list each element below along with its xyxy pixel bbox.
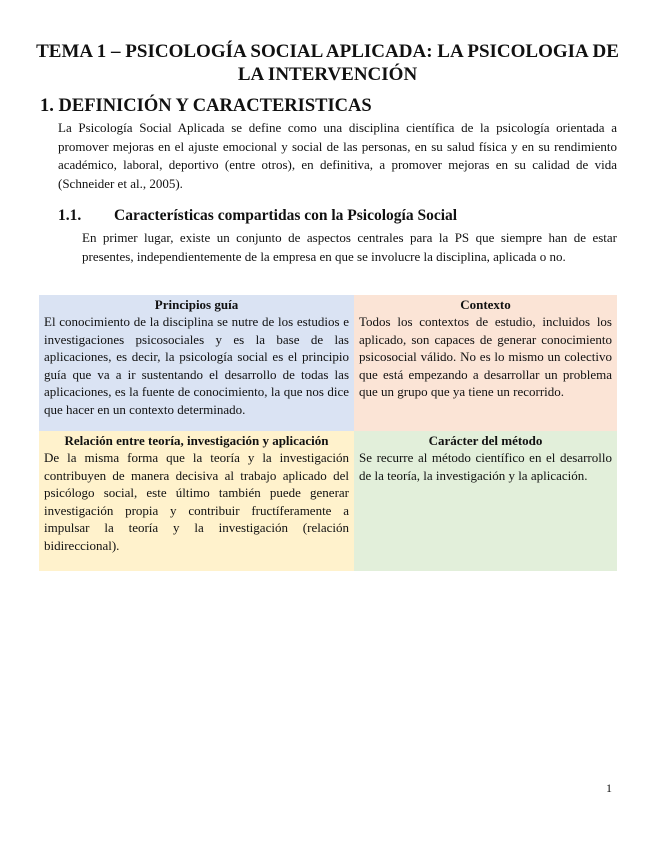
table-cell-title: Contexto: [460, 297, 511, 312]
characteristics-table: [39, 295, 617, 571]
table-cell-text: El conocimiento de la disciplina se nutre de los estudios e investigaciones psicosociales y es la base de las aplicaciones, es decir, la psicología social es el principio guía que va a ir sustentando el desarrollo de todas las aplicaciones, es la fuente de conocimiento, la que nos dice que hacer en un contexto determinado.: [44, 314, 349, 417]
subsection-title: Características compartidas con la Psicología Social: [114, 207, 458, 224]
table-cell-text: De la misma forma que la teoría y la investigación contribuyen de manera decisiva al trabajo aplicado del psicólogo social, este último también puede generar investigación propia y contribuir fructíferamente a impulsar la teoría y la investigación (relación bidireccional).: [44, 450, 349, 553]
table-cell-title: Carácter del método: [428, 433, 543, 448]
page-number: 1: [606, 781, 612, 795]
table-cell-text: Se recurre al método científico en el desarrollo de la teoría, la investigación y la aplicación.: [359, 450, 612, 483]
table-cell-metodo: [354, 431, 617, 571]
table-cell-relacion: [39, 431, 354, 571]
document-title: TEMA 1 – PSICOLOGÍA SOCIAL APLICADA: LA PSICOLOGIA DE LA INTERVENCIÓN: [36, 41, 619, 85]
section-paragraph: La Psicología Social Aplicada se define como una disciplina científica de la psicología orientada a promover mejoras en el ajuste emocional y social de las personas, en su salud física y en su rendimiento académico, laboral, deportivo (entre otros), en definitiva, a promover mejoras en su calidad de vida (Schneider et al., 2005).: [58, 120, 617, 191]
subsection-heading: [58, 206, 457, 226]
table-cell-title: Relación entre teoría, investigación y aplicación: [64, 433, 329, 448]
table-cell-principios: [39, 295, 354, 431]
table-cell-contexto: [354, 295, 617, 431]
table-cell-title: Principios guía: [154, 297, 239, 312]
table-cell-text: Todos los contextos de estudio, incluidos los aplicado, son capaces de generar conocimiento psicosocial válido. No es lo mismo un colectivo que está empezando a desarrollar un problema que un grupo que ya tiene un recorrido.: [359, 314, 612, 400]
section-heading: 1. DEFINICIÓN Y CARACTERISTICAS: [40, 96, 372, 116]
subsection-paragraph: En primer lugar, existe un conjunto de aspectos centrales para la PS que siempre han de estar presentes, independientemente de la empresa en que se involucre la disciplina, aplicada o no.: [82, 230, 617, 264]
subsection-number: 1.1.: [58, 207, 82, 224]
